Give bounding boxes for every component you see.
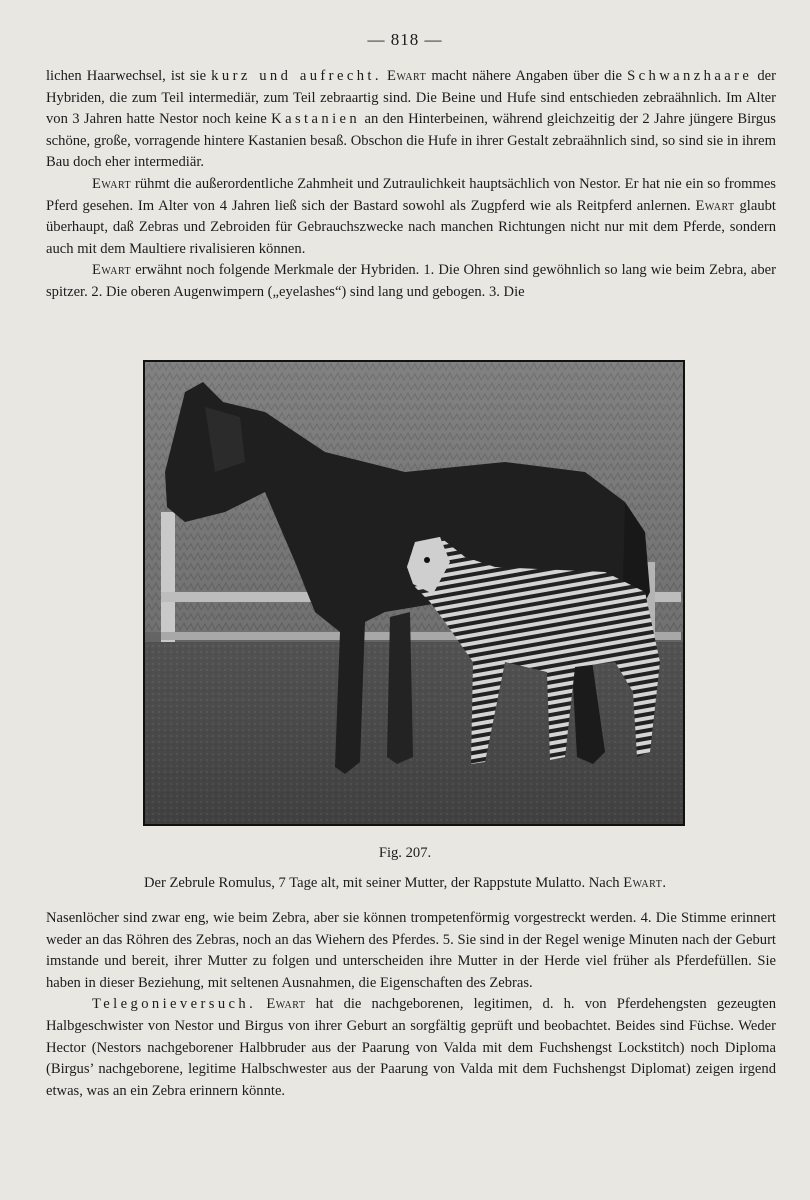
author-name: Ewart bbox=[623, 875, 663, 891]
text-run: erwähnt noch folgende Merkmale der Hybriden. 1. Die Ohren sind gewöhnlich so lang wie beim Zebra, aber spitzer. 2. Die oberen Augenwimpern („eyelashes“) sind lang und gebogen. 3. Die bbox=[46, 262, 776, 300]
spaced-term: kurz und aufrecht. bbox=[211, 68, 382, 84]
paragraph bbox=[46, 994, 776, 1102]
caption-text: Der Zebrule Romulus, 7 Tage alt, mit seiner Mutter, der Rappstute Mulatto. Nach bbox=[143, 875, 624, 891]
bottom-text-block bbox=[46, 908, 776, 1102]
spaced-term: Kastanien bbox=[271, 111, 361, 128]
caption-text: . bbox=[662, 875, 666, 891]
author-name: Ewart bbox=[387, 68, 427, 84]
spaced-term: Telegonieversuch. bbox=[92, 996, 257, 1013]
author-name: Ewart bbox=[92, 262, 132, 279]
figure-label: Fig. 207. bbox=[378, 845, 432, 861]
paragraph bbox=[46, 260, 776, 303]
top-text-block bbox=[46, 66, 776, 304]
text-run: macht nähere Angaben über die bbox=[426, 68, 628, 84]
text-run: glaubt überhaupt, daß Zebras und Zebroiden für Gebrauchszwecke nach manchen Richtungen nicht nur mit dem Pferde, sondern auch mit dem Maultiere rivalisieren können. bbox=[46, 197, 776, 257]
text-run: rühmt die außerordentliche Zahmheit und Zutraulichkeit hauptsächlich von Nestor. Er hat nie ein so frommes Pferd gesehen. Im Alter von 4 Jahren ließ sich der Bastard sowohl als Zugpferd wie als Reitpferd anlernen. bbox=[46, 175, 776, 214]
paragraph: Nasenlöcher sind zwar eng, wie beim Zebra, aber sie können trompetenförmig vorgestreckt werden. 4. Die Stimme erinnert weder an das Röhren des Zebras, noch an das Wiehern des Pferdes. 5. Sie sind in der Regel wenige Minuten nach der Geburt imstande und bereit, ihrer Mutter zu folgen und unterscheiden ihre Mutter in der Herde viel früher als Pferdefüllen. Sie haben in dieser Beziehung, mit seltenen Ausnahmen, die Eigenschaften des Zebras. bbox=[46, 910, 776, 991]
text-run: hat die nachgeborenen, legitimen, d. h. von Pferdehengsten gezeugten Halbgeschwister von Nestor und Birgus von ihrer Geburt an sorgfältig geprüft und beobachtet. Beides sind Füchse. Weder Hector (Nestors nachgeborener Halbbruder aus der Paarung von Valda mit dem Fuchshengst Lockstitch) noch Diploma (Birgus’ nachgeborene, legitime Halbschwester aus der Paarung von Valda mit dem Fuchshengst Diplomat) zeigen irgend etwas, was an ein Zebra erinnern könnte. bbox=[46, 996, 776, 1099]
text-run: lichen Haarwechsel, ist sie bbox=[46, 68, 212, 84]
paragraph bbox=[46, 174, 776, 260]
paragraph bbox=[46, 66, 776, 174]
figure-photograph bbox=[143, 360, 685, 826]
text-run bbox=[256, 996, 266, 1012]
text-run: der Hybriden, die zum Teil intermediär, zum Teil zebraartig sind. Die Beine und Hufe sind entschieden zebraähnlich. Im Alter von 3 Jahren hatte Nestor noch keine bbox=[46, 68, 776, 128]
page-number: — 818 — bbox=[367, 30, 443, 49]
author-name: Ewart bbox=[92, 175, 132, 192]
horse-zebrule-photo bbox=[145, 362, 683, 824]
text-run: an den Hinterbeinen, während gleichzeitig der 2 Jahre jüngere Birgus schöne, große, vorragende hintere Kastanien besaß. Obschon die Hufe in ihrer Gestalt zebraähnlich sind, so sind sie in ihrem Bau doch eher intermediär. bbox=[46, 111, 776, 171]
figure-caption bbox=[0, 875, 810, 892]
spaced-term: Schwanzhaare bbox=[627, 68, 753, 84]
author-name: Ewart bbox=[266, 996, 306, 1013]
author-name: Ewart bbox=[695, 197, 735, 214]
